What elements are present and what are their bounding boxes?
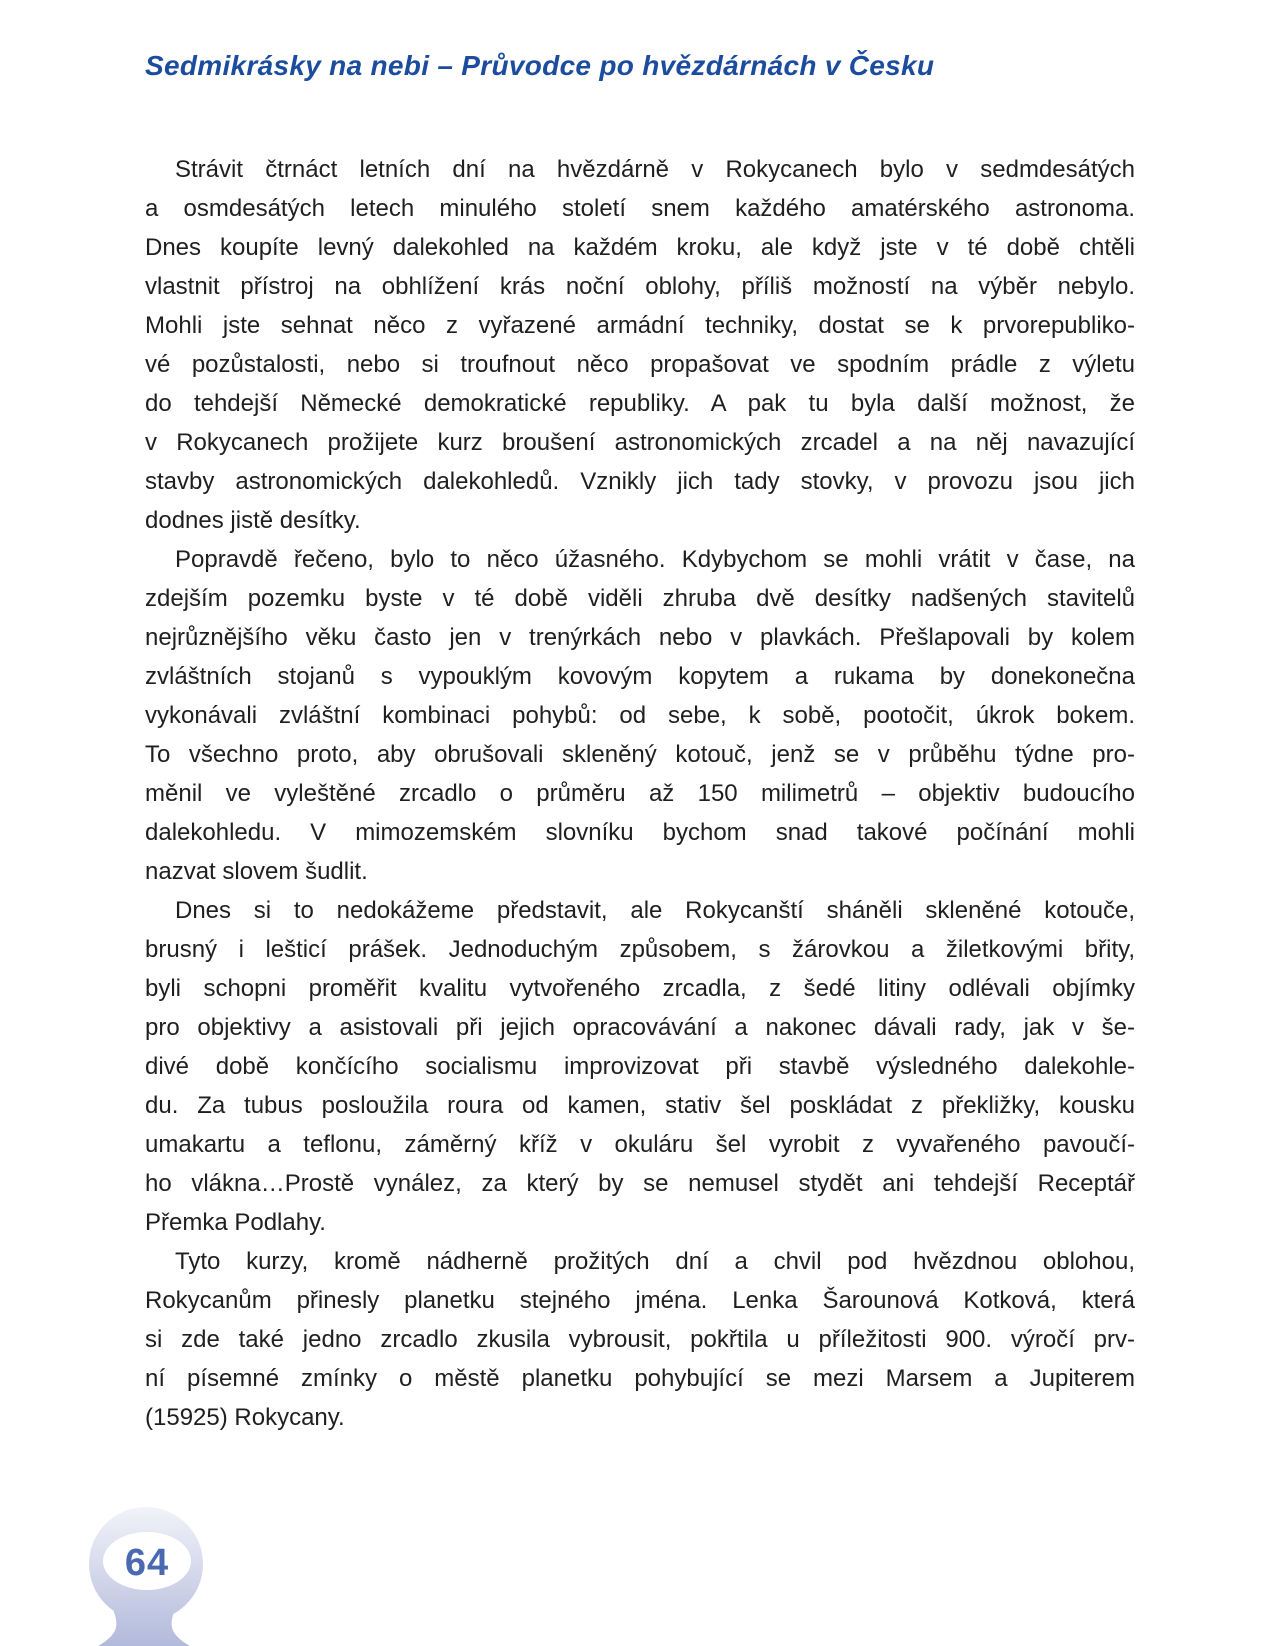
page-number-ornament — [80, 1502, 216, 1646]
text-line: vykonávali zvláštní kombinaci pohybů: od sebe, k sobě, pootočit, úkrok bokem. — [145, 702, 1135, 729]
text-line: do tehdejší Německé demokratické republiky. A pak tu byla další možnost, že — [145, 390, 1135, 417]
text-line: měnil ve vyleštěné zrcadlo o průměru až 150 milimetrů – objektiv budoucího — [145, 780, 1135, 807]
text-line: Tyto kurzy, kromě nádherně prožitých dní a chvil pod hvězdnou oblohou, — [175, 1248, 1135, 1275]
text-line: Dnes si to nedokážeme představit, ale Rokycanští sháněli skleněné kotouče, — [175, 897, 1135, 924]
text-line: (15925) Rokycany. — [145, 1404, 345, 1431]
text-line: brusný i lešticí prášek. Jednoduchým způsobem, s žárovkou a žiletkovými břity, — [145, 936, 1135, 963]
text-line: Rokycanům přinesly planetku stejného jména. Lenka Šarounová Kotková, která — [145, 1287, 1135, 1314]
page-number: 64 — [124, 1542, 170, 1584]
text-line: Strávit čtrnáct letních dní na hvězdárně v Rokycanech bylo v sedmdesátých — [175, 156, 1135, 183]
text-line: nazvat slovem šudlit. — [145, 858, 368, 885]
paragraph — [145, 1242, 1135, 1437]
text-line: nejrůznějšího věku často jen v trenýrkách nebo v plavkách. Přešlapovali by kolem — [145, 624, 1135, 651]
text-line: zdejším pozemku byste v té době viděli zhruba dvě desítky nadšených stavitelů — [145, 585, 1135, 612]
paragraph — [145, 540, 1135, 891]
body-text — [145, 150, 1135, 1437]
running-header — [145, 50, 1135, 82]
text-line: byli schopni proměřit kvalitu vytvořeného zrcadla, z šedé litiny odlévali objímky — [145, 975, 1135, 1002]
text-line: vlastnit přístroj na obhlížení krás noční oblohy, příliš možností na výběr nebylo. — [145, 273, 1135, 300]
page-header-title: Sedmikrásky na nebi – Průvodce po hvězdárnách v Česku — [145, 50, 935, 81]
text-line: vé pozůstalosti, nebo si troufnout něco propašovat ve spodním prádle z výletu — [145, 351, 1135, 378]
text-line: stavby astronomických dalekohledů. Vznikly jich tady stovky, v provozu jsou jich — [145, 468, 1135, 495]
text-line: Popravdě řečeno, bylo to něco úžasného. Kdybychom se mohli vrátit v čase, na — [175, 546, 1135, 573]
text-line: dodnes jistě desítky. — [145, 507, 361, 534]
text-line: Přemka Podlahy. — [145, 1209, 326, 1236]
daisy-stem-graphic — [80, 1502, 216, 1646]
text-line: To všechno proto, aby obrušovali skleněný kotouč, jenž se v průběhu týdne pro- — [145, 741, 1135, 768]
text-line: zvláštních stojanů s vypouklým kovovým kopytem a rukama by donekonečna — [145, 663, 1135, 690]
text-line: si zde také jedno zrcadlo zkusila vybrousit, pokřtila u příležitosti 900. výročí prv- — [145, 1326, 1135, 1353]
text-line: ní písemné zmínky o městě planetku pohybující se mezi Marsem a Jupiterem — [145, 1365, 1135, 1392]
text-line: dalekohledu. V mimozemském slovníku bychom snad takové počínání mohli — [145, 819, 1135, 846]
paragraph — [145, 891, 1135, 1242]
text-line: Dnes koupíte levný dalekohled na každém kroku, ale když jste v té době chtěli — [145, 234, 1135, 261]
text-line: Mohli jste sehnat něco z vyřazené armádní techniky, dostat se k prvorepubliko- — [145, 312, 1135, 339]
paragraph — [145, 150, 1135, 540]
text-line: divé době končícího socialismu improvizovat při stavbě výsledného dalekohle- — [145, 1053, 1135, 1080]
text-line: pro objektivy a asistovali při jejich opracovávání a nakonec dávali rady, jak v še- — [145, 1014, 1135, 1041]
text-line: a osmdesátých letech minulého století snem každého amatérského astronoma. — [145, 195, 1135, 222]
text-line: du. Za tubus posloužila roura od kamen, stativ šel poskládat z překližky, kousku — [145, 1092, 1135, 1119]
text-line: umakartu a teflonu, záměrný kříž v okuláru šel vyrobit z vyvařeného pavoučí- — [145, 1131, 1135, 1158]
text-line: ho vlákna…Prostě vynález, za který by se nemusel stydět ani tehdejší Receptář — [145, 1170, 1135, 1197]
text-line: v Rokycanech prožijete kurz broušení astronomických zrcadel a na něj navazující — [145, 429, 1135, 456]
